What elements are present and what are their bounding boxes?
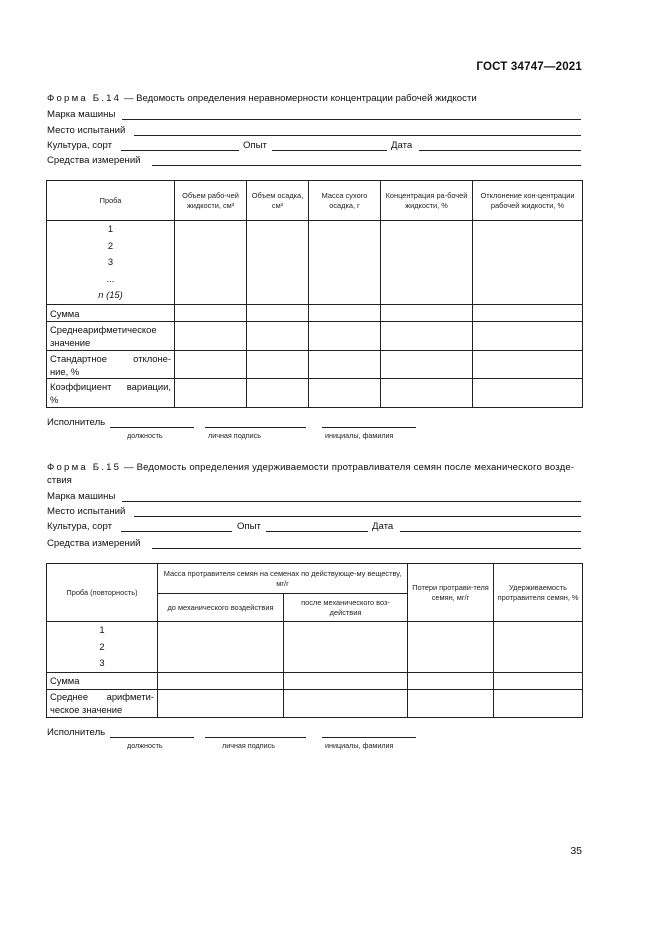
form-b15-title-cont: ствия: [47, 475, 72, 486]
row-cv-line1: Коэффициент вариации,: [50, 381, 171, 392]
form-b15-table: [46, 563, 583, 718]
table-cell[interactable]: [247, 322, 309, 351]
form-b15-crop-line[interactable]: [121, 531, 232, 532]
table-cell[interactable]: [247, 379, 309, 408]
table-cell[interactable]: [309, 379, 381, 408]
form-b14-signature-caption: личная подпись: [208, 431, 261, 440]
table-row: [47, 379, 583, 408]
table-cell[interactable]: [494, 672, 583, 689]
form-b14-trial-line[interactable]: [272, 150, 387, 151]
row-std-line1: Стандартное отклоне-: [50, 352, 171, 364]
header-deviation: Отклонение кон-центрации рабочей жидкости, %: [473, 181, 583, 221]
form-b14-table-header: [47, 181, 583, 221]
table-cell[interactable]: [494, 689, 583, 717]
form-b15-date-line[interactable]: [400, 531, 581, 532]
form-b15-instruments-label: Средства измерений: [47, 538, 141, 549]
form-b15-machine-label: Марка машины: [47, 491, 116, 502]
form-b14-crop-label: Культура, сорт: [47, 140, 112, 151]
form-b14-table: [46, 180, 583, 408]
form-b14-title-text: — Ведомость определения неравномерности концентрации рабочей жидкости: [121, 93, 477, 104]
header-dry-sediment-mass: Масса сухого осадка, г: [309, 181, 381, 221]
row-mean-line1: Среднее арифмети-: [50, 691, 154, 703]
table-cell[interactable]: [381, 221, 473, 305]
form-b14-machine-label: Марка машины: [47, 109, 116, 120]
table-cell[interactable]: [473, 305, 583, 322]
form-b14-date-line[interactable]: [419, 150, 581, 151]
form-b14-position-line[interactable]: [110, 427, 194, 428]
table-cell[interactable]: [473, 351, 583, 379]
header-concentration: Концентрация ра-бочей жидкости, %: [381, 181, 473, 221]
form-b15-crop-label: Культура, сорт: [47, 521, 112, 532]
table-cell[interactable]: [158, 672, 284, 689]
form-b14-place-line[interactable]: [134, 135, 581, 136]
sample-number: n (15): [98, 289, 123, 301]
header-before: до механического воздействия: [158, 594, 284, 622]
form-b15-trial-label: Опыт: [237, 521, 261, 532]
table-cell[interactable]: [473, 379, 583, 408]
sample-numbers: [47, 221, 175, 305]
form-b14-trial-label: Опыт: [243, 140, 267, 151]
table-cell[interactable]: [494, 622, 583, 673]
header-after: после механического воз-действия: [284, 594, 408, 622]
row-std-line2: ние, %: [50, 365, 80, 377]
form-b15-position-caption: должность: [127, 741, 163, 750]
table-cell[interactable]: [408, 672, 494, 689]
row-mean-line1: Среднеарифметическое: [50, 324, 157, 335]
form-b15-date-label: Дата: [372, 521, 394, 532]
form-b14-label: Форма Б.14: [47, 93, 122, 104]
form-b14-date-label: Дата: [391, 140, 413, 151]
sample-number: 3: [107, 256, 114, 268]
table-cell[interactable]: [381, 379, 473, 408]
form-b15-performer-label: Исполнитель: [47, 727, 106, 738]
form-b15-signature-caption: личная подпись: [222, 741, 275, 750]
sample-numbers: [47, 622, 158, 673]
table-cell[interactable]: [284, 672, 408, 689]
form-b15-name-caption: инициалы, фамилия: [325, 741, 394, 750]
row-cv-line2: %: [50, 394, 59, 405]
table-cell[interactable]: [175, 305, 247, 322]
table-cell[interactable]: [309, 351, 381, 379]
table-row: [47, 322, 583, 351]
form-b14-instruments-line[interactable]: [152, 165, 581, 166]
sample-number: 1: [107, 223, 114, 235]
form-b14-name-line[interactable]: [322, 427, 416, 428]
table-cell[interactable]: [158, 689, 284, 717]
header-mass: Масса протравителя семян на семенах по действующе-му веществу, мг/г: [158, 564, 408, 594]
form-b15-place-label: Место испытаний: [47, 506, 126, 517]
table-cell[interactable]: [247, 351, 309, 379]
table-cell[interactable]: [408, 689, 494, 717]
row-cv-label: [47, 379, 175, 408]
row-sum-label: Сумма: [47, 672, 158, 689]
table-cell[interactable]: [175, 351, 247, 379]
form-b14-crop-line[interactable]: [121, 150, 239, 151]
table-cell[interactable]: [309, 221, 381, 305]
standard-number: ГОСТ 34747—2021: [476, 61, 582, 73]
table-cell[interactable]: [309, 305, 381, 322]
form-b14-instruments-label: Средства измерений: [47, 155, 141, 166]
sample-number: 2: [107, 239, 114, 251]
form-b15-title-text: — Ведомость определения удерживаемости протравливателя семян после механического возде-: [121, 462, 575, 473]
header-loss: Потери протрави-теля семян, мг/г: [408, 564, 494, 622]
row-sum-label: Сумма: [47, 305, 175, 322]
header-probe: Проба: [47, 181, 175, 221]
table-cell[interactable]: [381, 351, 473, 379]
table-row: [47, 351, 583, 379]
form-b15-name-line[interactable]: [322, 737, 416, 738]
header-retention: Удерживаемость протравителя семян, %: [494, 564, 583, 622]
table-row: [47, 622, 583, 673]
form-b15-place-line[interactable]: [134, 516, 581, 517]
table-cell[interactable]: [175, 221, 247, 305]
form-b15-title: [47, 462, 574, 473]
table-cell[interactable]: [309, 322, 381, 351]
table-row: [47, 672, 583, 689]
form-b14-title: [47, 93, 477, 104]
sample-number: 2: [99, 640, 105, 652]
form-b14-signature-line[interactable]: [205, 427, 306, 428]
table-cell[interactable]: [381, 322, 473, 351]
form-b14-place-label: Место испытаний: [47, 125, 126, 136]
sample-number: ...: [106, 272, 115, 284]
table-row: [47, 689, 583, 717]
form-b15-position-line[interactable]: [110, 737, 194, 738]
table-cell[interactable]: [175, 379, 247, 408]
table-row: [47, 305, 583, 322]
form-b15-trial-line[interactable]: [266, 531, 368, 532]
page-number: 35: [570, 845, 582, 857]
table-cell[interactable]: [284, 622, 408, 673]
form-b15-instruments-line[interactable]: [152, 548, 581, 549]
header-sediment-volume: Объем осадка, см³: [247, 181, 309, 221]
table-cell[interactable]: [408, 622, 494, 673]
sample-number: 1: [99, 624, 105, 635]
table-cell[interactable]: [247, 305, 309, 322]
table-cell[interactable]: [158, 622, 284, 673]
row-std-label: [47, 351, 175, 379]
form-b15-signature-line[interactable]: [205, 737, 306, 738]
form-b14-name-caption: инициалы, фамилия: [325, 431, 394, 440]
table-cell[interactable]: [473, 322, 583, 351]
table-cell[interactable]: [284, 689, 408, 717]
form-b15-table-header: [47, 564, 583, 594]
form-b14-performer-label: Исполнитель: [47, 417, 106, 428]
row-mean-label: [47, 322, 175, 351]
row-mean-label: [47, 689, 158, 717]
row-mean-line2: ческое значение: [50, 704, 123, 716]
form-b14-machine-line[interactable]: [122, 119, 581, 120]
sample-number: 3: [99, 657, 105, 669]
table-cell[interactable]: [473, 221, 583, 305]
table-cell[interactable]: [247, 221, 309, 305]
table-row: [47, 221, 583, 305]
table-cell[interactable]: [175, 322, 247, 351]
header-probe: Проба (повторность): [47, 564, 158, 622]
header-liquid-volume: Объем рабо-чей жидкости, см³: [175, 181, 247, 221]
table-cell[interactable]: [381, 305, 473, 322]
form-b14-position-caption: должность: [127, 431, 163, 440]
form-b15-label: Форма Б.15: [47, 462, 122, 473]
form-b15-machine-line[interactable]: [122, 501, 581, 502]
row-mean-line2: значение: [50, 337, 91, 348]
